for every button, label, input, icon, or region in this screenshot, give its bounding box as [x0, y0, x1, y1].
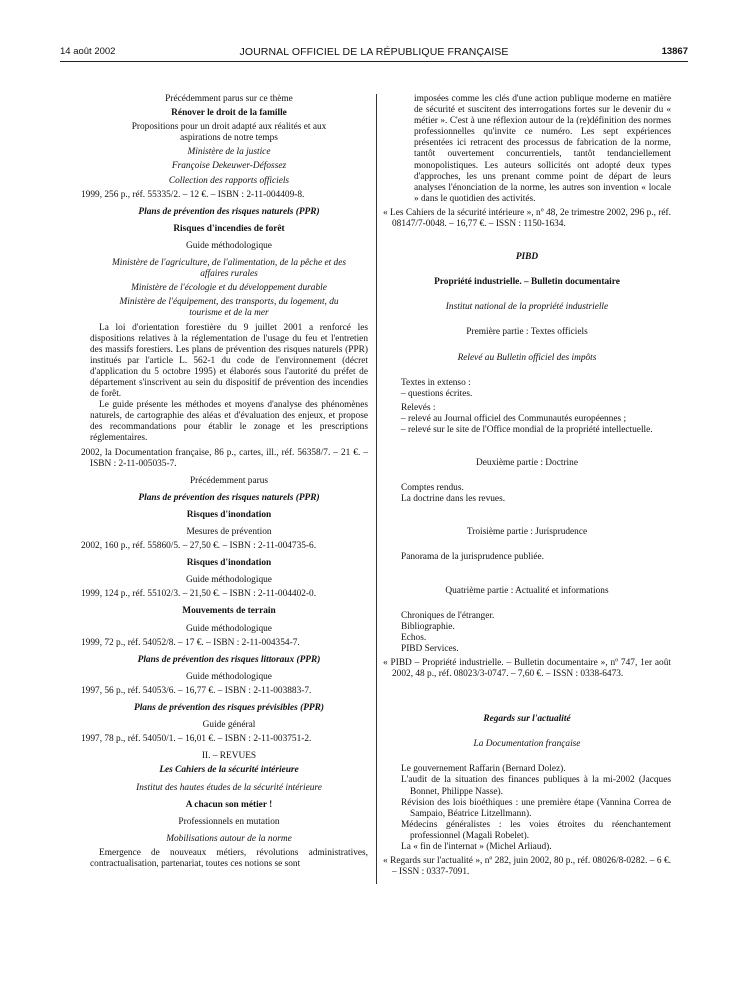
part1-releve: Relevé au Bulletin officiel des impôts	[457, 352, 597, 363]
pibd-title: Propriété industrielle. – Bulletin documentaire	[434, 277, 620, 288]
regards-ref: « Regards sur l'actualité », nº 282, juin 2002, 80 p., réf. 08026/8-0282. – 6 €. – ISSN : 0337-7091.	[383, 856, 671, 878]
previsibles-ref: 1997, 78 p., réf. 54050/1. – 16,01 €. – ISBN : 2-11-003751-2.	[81, 734, 312, 745]
right-column	[383, 94, 671, 878]
header-rule	[60, 61, 688, 62]
inondation-1-title: Risques d'inondation	[186, 509, 272, 520]
incendies-ministry-ecologie: Ministère de l'écologie et du développement durable	[131, 283, 327, 294]
famille-ref: 1999, 256 p., réf. 55335/2. – 12 €. – ISBN : 2-11-004409-8.	[81, 189, 305, 200]
part2-item-2: La doctrine dans les revues.	[401, 494, 506, 505]
part3-heading: Troisième partie : Jurisprudence	[466, 527, 588, 538]
incendies-paragraph-2: Le guide présente les méthodes et moyens d'analyse des phénomènes naturels, de cartographie des aléas et d'évaluation des enjeux, et propose des recommandations pour établir le zonage et les prescriptions réglementaires.	[90, 400, 368, 444]
textes-label: Textes in extenso :	[401, 377, 471, 388]
cahiers-heading: Les Cahiers de la sécurité intérieure	[159, 765, 299, 776]
cahiers-ref: « Les Cahiers de la sécurité intérieure », nº 48, 2e trimestre 2002, 296 p., réf. 08147/7-0048. – 16,77 €. – ISSN : 1150-1634.	[383, 207, 671, 230]
cahiers-institute: Institut des hautes études de la sécurité intérieure	[136, 782, 322, 793]
releves-item-1: – relevé au Journal officiel des Communautés européennes ;	[401, 413, 627, 424]
page-header	[60, 46, 688, 60]
metier-paragraph-end: imposées comme les clés d'une action publique moderne en matière de sécurité et suscitent des interrogations fortes sur le devenir du « métier ». C'est à une réflexion autour de la (re)définition des normes professionnelles qu'invite ce numéro. Les sept expériences présentées ici retracent des processus de fabrication de la norme, tantôt ouvertement concurrentiels, tantôt tendanciellement monopolistiques. Les auteurs sollicités ont adopté deux types d'approches, les uns prenant comme point de départ de leurs analyses l'énonciation de la norme, les autres son invention « locale » dans le quotidien des activités.	[414, 94, 671, 204]
part4-item-1: Chroniques de l'étranger.	[401, 610, 495, 621]
inondation-2-ref: 1999, 124 p., réf. 55102/3. – 21,50 €. – ISBN : 2-11-004402-0.	[81, 589, 317, 600]
journal-title: JOURNAL OFFICIEL DE LA RÉPUBLIQUE FRANÇAISE	[239, 46, 509, 58]
metier-subtitle-2: Mobilisations autour de la norme	[166, 833, 292, 844]
incendies-title: Risques d'incendies de forêt	[173, 223, 285, 234]
famille-ministry: Ministère de la justice	[187, 147, 271, 158]
column-divider	[376, 94, 377, 884]
famille-collection: Collection des rapports officiels	[168, 175, 290, 186]
famille-author: Françoise Dekeuwer-Défossez	[171, 161, 287, 172]
releves-label: Relevés :	[401, 402, 436, 413]
metier-title: A chacun son métier !	[185, 799, 273, 810]
part4-item-2: Bibliographie.	[401, 621, 455, 632]
littoraux-subtitle: Guide méthodologique	[186, 671, 272, 682]
part4-item-3: Echos.	[401, 632, 427, 643]
ppr-naturels-heading: Plans de prévention des risques naturels (PPR)	[138, 206, 320, 217]
part3-item-1: Panorama de la jurisprudence publiée.	[401, 552, 544, 563]
part2-item-1: Comptes rendus.	[401, 483, 464, 494]
terrain-subtitle: Guide méthodologique	[186, 623, 272, 634]
header-date: 14 août 2002	[60, 46, 116, 57]
previsibles-heading: Plans de prévention des risques prévisibles (PPR)	[134, 703, 324, 714]
incendies-ministry-agriculture: Ministère de l'agriculture, de l'alimentation, de la pêche et des affaires rurales	[112, 258, 346, 280]
releves-item-2: – relevé sur le site de l'Office mondial de la propriété intellectuelle.	[401, 424, 653, 435]
pibd-heading: PIBD	[515, 252, 539, 263]
inondation-1-ref: 2002, 160 p., réf. 55860/5. – 27,50 €. – ISBN : 2-11-004735-6.	[81, 541, 317, 552]
regards-heading: Regards sur l'actualité	[483, 714, 571, 725]
revues-heading: II. – REVUES	[201, 751, 257, 762]
famille-subtitle: Propositions pour un droit adapté aux réalités et aux aspirations de notre temps	[131, 122, 327, 144]
textes-item: – questions écrites.	[401, 388, 473, 399]
regards-item-1: Le gouvernement Raffarin (Bernard Dolez).	[401, 764, 566, 775]
inondation-2-title: Risques d'inondation	[186, 558, 272, 569]
littoraux-ref: 1997, 56 p., réf. 54053/6. – 16,77 €. – ISBN : 2-11-003883-7.	[81, 685, 312, 696]
left-column	[81, 94, 368, 870]
pibd-ref: « PIBD – Propriété industrielle. – Bulletin documentaire », nº 747, 1er août 2002, 48 p., réf. 08023/3-0747. – 7,60 €. – ISSN : 0338-6473.	[383, 658, 671, 680]
incendies-ministry-equipement: Ministère de l'équipement, des transports, du logement, du tourisme et de la mer	[119, 297, 339, 319]
incendies-guide: Guide méthodologique	[186, 240, 272, 251]
incendies-paragraph-1: La loi d'orientation forestière du 9 juillet 2001 a renforcé les dispositions relatives à la réglementation de l'usage du feu et l'entretien des massifs forestiers. Les plans de prévention des risques naturels (PPR) institués par l'article L. 562-1 du code de l'environnement (décret d'application du 5 octobre 1995) et élaborés sous l'autorité du préfet de département s'inscrivent au sein du dispositif de prévention des incendies de forêt.	[90, 322, 368, 400]
regards-item-4: Médecins généralistes : les voies étroites du réenchantement professionnel (Magali Robelet).	[401, 819, 671, 841]
metier-paragraph-start: Emergence de nouveaux métiers, révolutions administratives, contractualisation, partenariat, toutes ces notions se sont	[90, 847, 368, 869]
littoraux-heading: Plans de prévention des risques littoraux (PPR)	[137, 654, 321, 665]
regards-publisher: La Documentation française	[473, 739, 581, 750]
part4-item-4: PIBD Services.	[401, 643, 459, 654]
terrain-ref: 1999, 72 p., réf. 54052/8. – 17 €. – ISBN : 2-11-004354-7.	[81, 637, 300, 648]
regards-item-3: Révision des lois bioéthiques : une première étape (Vannina Correa de Sampaio, Béatrice Litzellmann).	[401, 797, 671, 819]
regards-item-2: L'audit de la situation des finances publiques à la mi-2002 (Jacques Bonnet, Philippe Nasse).	[401, 775, 671, 797]
part4-heading: Quatrième partie : Actualité et informations	[445, 585, 609, 596]
pibd-institute: Institut national de la propriété industrielle	[445, 302, 609, 313]
regards-item-5: La « fin de l'internat » (Michel Arliaud).	[401, 842, 552, 853]
famille-title: Rénover le droit de la famille	[171, 108, 287, 119]
terrain-title: Mouvements de terrain	[182, 606, 276, 617]
page-number: 13867	[661, 46, 688, 57]
metier-subtitle: Professionnels en mutation	[178, 816, 280, 827]
part2-heading: Deuxième partie : Doctrine	[476, 458, 578, 469]
previsibles-subtitle: Guide général	[202, 720, 256, 731]
inondation-2-subtitle: Guide méthodologique	[186, 575, 272, 586]
incendies-ref: 2002, la Documentation française, 86 p., cartes, ill., réf. 56358/7. – 21 €. – ISBN : 2-11-005035-7.	[81, 447, 368, 469]
prev-parus-theme: Précédemment parus sur ce thème	[165, 94, 293, 104]
ppr-naturels-heading-2: Plans de prévention des risques naturels (PPR)	[138, 492, 320, 503]
prev-parus: Précédemment parus	[189, 475, 269, 486]
inondation-1-subtitle: Mesures de prévention	[186, 527, 272, 537]
part1-heading: Première partie : Textes officiels	[466, 327, 588, 338]
